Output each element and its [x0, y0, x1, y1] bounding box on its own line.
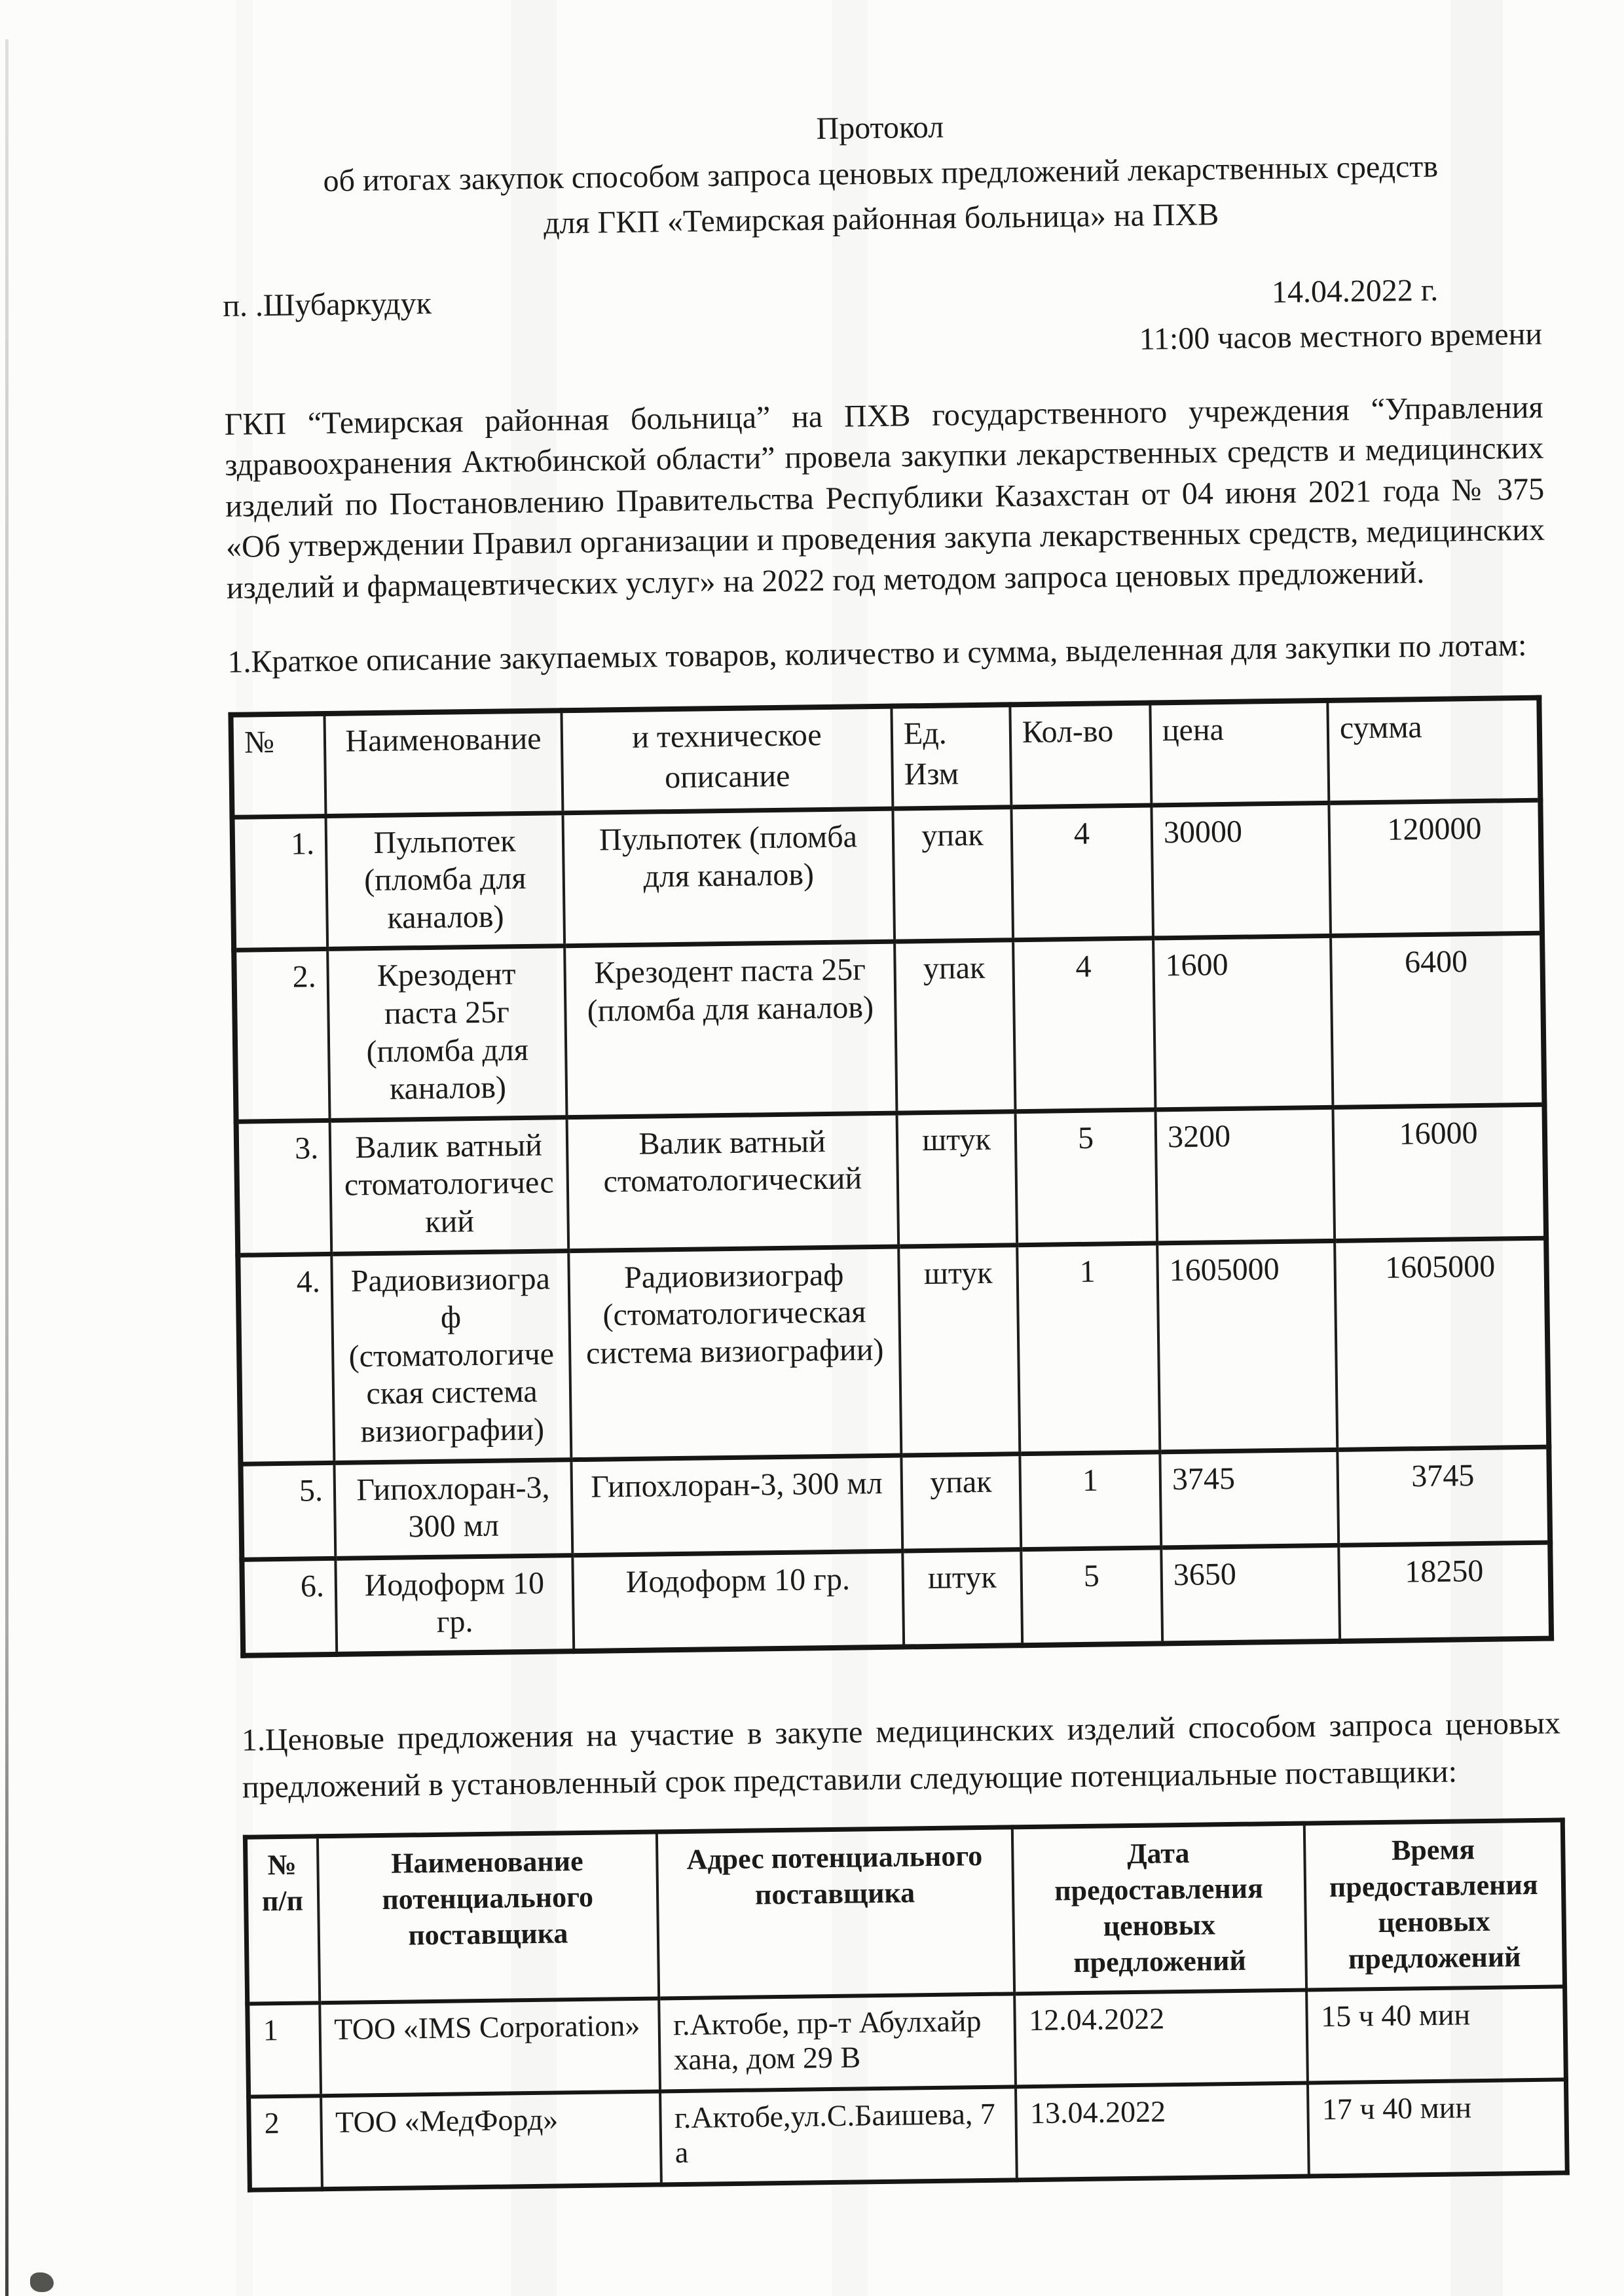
supplier-date: 13.04.2022	[1015, 2083, 1308, 2179]
supplier-address: г.Актобе,ул.С.Баишева, 7 а	[660, 2086, 1017, 2184]
lots-header-name: Наименование	[324, 710, 563, 816]
suppliers-header-time: Время предоставления ценовых предложений	[1304, 1820, 1564, 1990]
lot-total: 18250	[1338, 1542, 1551, 1641]
suppliers-table	[243, 1817, 1570, 2192]
lot-num: 6.	[242, 1558, 337, 1656]
lot-qty: 5	[1015, 1110, 1157, 1245]
lot-num: 4.	[238, 1254, 334, 1464]
lot-price: 1600	[1153, 936, 1333, 1110]
supplier-num: 1	[248, 2003, 321, 2096]
lot-unit: упак	[893, 807, 1013, 941]
lot-total: 120000	[1329, 800, 1542, 936]
lot-total: 1605000	[1335, 1238, 1549, 1449]
lot-unit: штук	[898, 1245, 1020, 1455]
title-line-2: об итогах закупок способом запроса ценовых предложений лекарственных средств	[323, 149, 1439, 198]
lots-header-total: сумма	[1327, 698, 1540, 803]
lot-num: 3.	[236, 1120, 332, 1255]
lot-num: 5.	[240, 1463, 335, 1559]
lots-row	[240, 1447, 1550, 1559]
lots-header-price: цена	[1150, 701, 1329, 805]
lots-row	[242, 1542, 1551, 1656]
time-line: 11:00 часов местного времени	[1139, 316, 1543, 357]
lots-header-row	[231, 698, 1540, 817]
lot-description: Валик ватный стоматологический	[567, 1113, 899, 1250]
section1-heading: 1.Краткое описание закупаемых товаров, количество и сумма, выделенная для закупки по лотам:	[227, 627, 1527, 680]
lot-name: Иодоформ 10 гр.	[335, 1555, 574, 1654]
lot-name: Пульпотек (пломба для каналов)	[325, 812, 564, 949]
lot-name: Гипохлоран-3, 300 мл	[334, 1459, 572, 1558]
lot-total: 3745	[1337, 1447, 1550, 1545]
document-title	[220, 97, 1541, 251]
lot-price: 30000	[1151, 803, 1331, 938]
lot-unit: упак	[895, 940, 1015, 1113]
supplier-row	[248, 1986, 1566, 2096]
lot-unit: упак	[901, 1453, 1021, 1551]
scan-edge-artifact	[5, 39, 9, 2296]
lot-num: 1.	[232, 816, 328, 951]
suppliers-header-date: Дата предоставления ценовых предложений	[1012, 1823, 1306, 1994]
lot-price: 3745	[1160, 1449, 1338, 1548]
lot-total: 6400	[1331, 934, 1544, 1108]
lot-description: Радиовизиограф (стоматологическая система визиографии)	[568, 1247, 901, 1460]
lots-header-description: и техническое описание	[561, 706, 893, 813]
lots-row	[238, 1238, 1549, 1464]
lots-row	[234, 934, 1544, 1122]
lots-row	[236, 1104, 1546, 1255]
intro-paragraph: ГКП “Темирская районная больница” на ПХВ государственного учреждения “Управления здравоохранения Актюбинской области” провела закупки лекарственных средств и медицинских изделий по Постановлению Правительства Республики Казахстан от 04 июня 2021 года № 375 «Об утверждении Правил организации и проведения закупа лекарственных средств, медицинских изделий и фармацевтических услуг» на 2022 год методом запроса ценовых предложений.	[224, 390, 1545, 606]
supplier-name: ТОО «IMS Corporation»	[320, 1998, 660, 2096]
section2-heading: 1.Ценовые предложения на участие в закупе медицинских изделий способом запроса ценовых предложений в установленный срок представили следующие потенциальные поставщики:	[241, 1705, 1561, 1805]
lot-name: Радиовизиограф (стоматологическая система визиографии)	[331, 1250, 571, 1463]
lot-name: Валик ватный стоматологический	[330, 1118, 569, 1254]
lot-price: 3200	[1155, 1107, 1335, 1243]
date-line: 14.04.2022 г.	[1271, 272, 1439, 310]
supplier-date: 12.04.2022	[1014, 1990, 1308, 2087]
meta-row	[223, 266, 1543, 374]
suppliers-header-address: Адрес потенциального поставщика	[656, 1827, 1014, 1999]
lot-qty: 4	[1011, 805, 1153, 941]
title-line-1: Протокол	[816, 109, 944, 147]
lot-unit: штук	[897, 1112, 1018, 1247]
lots-header-num: №	[231, 714, 325, 817]
lot-qty: 1	[1017, 1243, 1160, 1454]
suppliers-header-row	[245, 1820, 1564, 2004]
lot-num: 2.	[234, 949, 329, 1121]
supplier-time: 15 ч 40 мин	[1306, 1986, 1566, 2083]
supplier-num: 2	[249, 2096, 322, 2190]
lot-price: 1605000	[1157, 1241, 1337, 1451]
suppliers-header-name: Наименование потенциального поставщика	[317, 1832, 658, 2003]
lots-header-qty: Кол-во	[1010, 702, 1151, 807]
page-content	[220, 75, 1566, 2193]
lot-total: 16000	[1333, 1104, 1546, 1241]
title-line-3: для ГКП «Темирская районная больница» на ПХВ	[543, 197, 1219, 241]
lot-description: Крезодент паста 25г (пломба для каналов)	[564, 942, 896, 1118]
lot-qty: 1	[1020, 1451, 1161, 1549]
lots-table	[228, 695, 1554, 1658]
lot-description: Иодоформ 10 гр.	[572, 1551, 904, 1651]
lots-header-unit: Ед. Изм	[891, 704, 1011, 809]
lot-qty: 5	[1021, 1548, 1162, 1645]
lot-description: Гипохлоран-3, 300 мл	[571, 1455, 902, 1556]
lot-description: Пульпотек (пломба для каналов)	[563, 809, 895, 946]
datetime-block	[1138, 266, 1542, 362]
lot-price: 3650	[1161, 1545, 1340, 1643]
lot-qty: 4	[1013, 938, 1155, 1111]
supplier-time: 17 ч 40 мин	[1307, 2079, 1567, 2176]
scan-smudge-artifact	[30, 2272, 54, 2292]
lot-unit: штук	[902, 1549, 1022, 1647]
supplier-row	[249, 2079, 1568, 2190]
suppliers-header-num: № п/п	[245, 1836, 319, 2004]
lot-name: Крезодент паста 25г (пломба для каналов)	[327, 946, 566, 1120]
place-line: п. .Шубаркудук	[222, 285, 432, 323]
supplier-address: г.Актобе, пр-т Абулхайр хана, дом 29 В	[659, 1994, 1016, 2091]
lots-row	[232, 800, 1542, 951]
supplier-name: ТОО «МедФорд»	[321, 2091, 661, 2189]
